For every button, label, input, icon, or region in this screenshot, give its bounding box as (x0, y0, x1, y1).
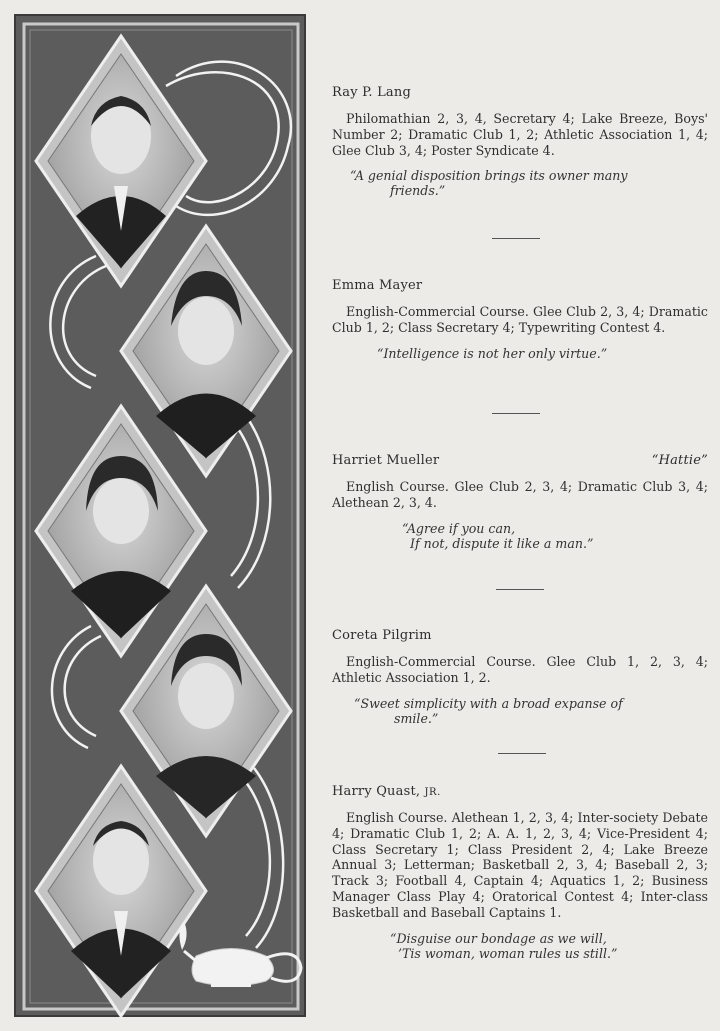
quote-line: “Intelligence is not her only virtue.” (377, 345, 608, 361)
portrait-harry-quast (36, 766, 206, 1016)
portrait-harriet-mueller (36, 406, 206, 656)
activity-record: English-Commercial Course. Glee Club 2, 3, 4; Dramatic Club 1, 2; Class Secretary 4; Typewriting Contest 4. (332, 304, 708, 335)
quote-line: smile.” (394, 710, 439, 726)
student-name: Coreta Pilgrim (332, 628, 432, 643)
entry-emma-mayer (332, 278, 708, 361)
quote-line: ’Tis woman, woman rules us still.” (398, 945, 618, 961)
senior-quote (332, 931, 708, 961)
student-name: Harriet Mueller (332, 453, 440, 468)
quote-line: “Disguise our bondage as we will, (390, 930, 607, 946)
separator-rule (498, 753, 546, 754)
quote-line: “Agree if you can, (402, 520, 516, 536)
entry-harry-quast (332, 784, 708, 961)
separator-rule (496, 589, 544, 590)
student-name: Ray P. Lang (332, 85, 411, 100)
entry-coreta-pilgrim (332, 628, 708, 726)
portrait-panel (14, 14, 306, 1017)
quote-line: friends.” (390, 183, 446, 199)
activity-record: English Course. Glee Club 2, 3, 4; Dramatic Club 3, 4; Alethean 2, 3, 4. (332, 479, 708, 510)
activity-record: Philomathian 2, 3, 4, Secretary 4; Lake Breeze, Boys' Number 2; Dramatic Club 1, 2; Athletic Association 1, 4; Glee Club 3, 4; Poster Syndicate 4. (332, 111, 708, 158)
student-name: Emma Mayer (332, 278, 423, 293)
separator-rule (492, 238, 540, 239)
entry-ray-lang (332, 85, 708, 198)
quote-line: “A genial disposition brings its owner many (350, 168, 628, 184)
separator-rule (492, 413, 540, 414)
senior-quote (332, 696, 708, 726)
nickname: “Hattie” (651, 453, 708, 468)
student-name-wrap (332, 784, 441, 799)
quote-line: If not, dispute it like a man.” (410, 535, 594, 551)
portrait-emma-mayer (121, 226, 291, 476)
name-suffix: JR. (424, 787, 441, 798)
senior-quote (332, 346, 708, 361)
portrait-panel-art (16, 16, 308, 1019)
entry-harriet-mueller (332, 453, 708, 551)
senior-quote (332, 521, 708, 551)
portrait-coreta-pilgrim (121, 586, 291, 836)
activity-record: English-Commercial Course. Glee Club 1, 2, 3, 4; Athletic Association 1, 2. (332, 654, 708, 685)
student-name: Harry Quast, (332, 784, 421, 799)
activity-record: English Course. Alethean 1, 2, 3, 4; Inter-society Debate 4; Dramatic Club 1, 2; A. A. 1, 2, 3, 4; Vice-President 4; Class Secretary 1; Class President 2, 4; Lake Breeze Annual 3; Letterman; Basketball 2, 3, 4; Baseball 2, 3; Track 3; Football 4, Captain 4; Aquatics 1, 2; Business Manager Class Play 4; Oratorical Contest 4; Inter-class Basketball and Baseball Captains 1. (332, 810, 708, 920)
senior-quote (332, 168, 708, 198)
quote-line: “Sweet simplicity with a broad expanse of (354, 695, 623, 711)
lamp-of-learning-icon (179, 921, 301, 987)
